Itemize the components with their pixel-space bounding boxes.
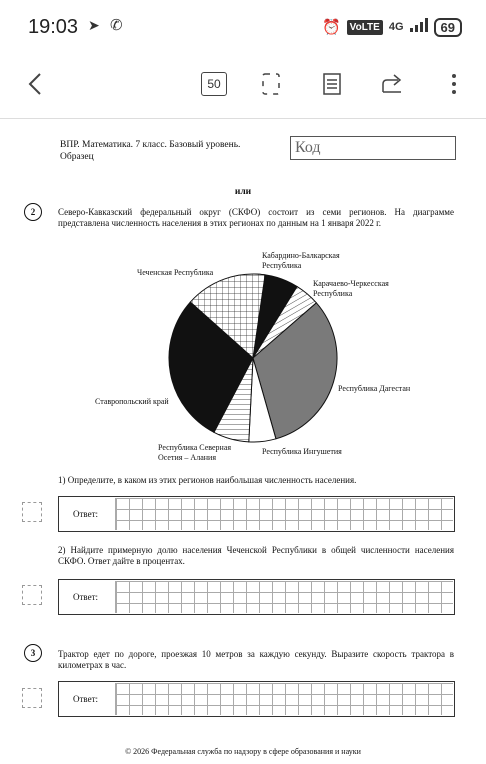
answer-label: Ответ: <box>73 592 99 602</box>
answer-label: Ответ: <box>73 509 99 519</box>
label-dagestan: Республика Дагестан <box>338 384 411 393</box>
viewer-toolbar <box>0 56 486 112</box>
answer-grid[interactable] <box>115 498 453 530</box>
question-3-text: Трактор едет по дороге, проезжая 10 метров за каждую секунду. Выразите скорость трактора в километрах в час. <box>58 649 454 670</box>
label-chechnya: Чеченская Республика <box>137 268 214 277</box>
label-kabardino-balkaria <box>262 251 340 270</box>
score-box-1 <box>22 502 42 522</box>
label-kb-line2: Республика <box>262 260 302 270</box>
label-kch-line2: Республика <box>313 288 353 298</box>
answer-grid[interactable] <box>115 581 453 613</box>
label-kch-line1: Карачаево-Черкесская <box>313 279 389 288</box>
label-north-ossetia <box>158 443 231 462</box>
telegram-icon: ➤ <box>88 19 100 34</box>
document-page <box>0 118 486 764</box>
question-2-text: Северо-Кавказский федеральный округ (СКФО) состоит из семи регионов. На диаграмме представлена численность населения в этих регионах по данным на 1 января 2022 г. <box>58 207 454 228</box>
signal-icon <box>410 18 428 37</box>
answer-grid[interactable] <box>115 683 453 715</box>
document-footer: © 2026 Федеральная служба по надзору в сфере образования и науки <box>125 747 361 756</box>
back-icon[interactable] <box>20 68 52 100</box>
call-icon: ✆ <box>110 18 123 34</box>
answer-box-1[interactable] <box>58 496 455 532</box>
more-menu-icon[interactable] <box>438 68 470 100</box>
share-icon[interactable] <box>376 68 408 100</box>
question-2-sub-2: 2) Найдите примерную долю населения Чеченской Республики в общей численности населения СКФО. Ответ дайте в процентах. <box>58 545 454 566</box>
label-karachay-cherkessia <box>313 279 389 298</box>
label-kb-line1: Кабардино-Балкарская <box>262 251 340 260</box>
battery-level: 69 <box>434 18 462 37</box>
status-time: 19:03 <box>28 16 79 38</box>
question-2-sub-1: 1) Определите, в каком из этих регионов наибольшая численность населения. <box>58 475 357 485</box>
answer-box-3[interactable] <box>58 681 455 717</box>
header-line-1: ВПР. Математика. 7 класс. Базовый уровень. <box>60 140 241 150</box>
answer-box-2[interactable] <box>58 579 455 615</box>
label-stavropol: Ставропольский край <box>95 397 169 406</box>
alternative-separator: или <box>234 187 252 197</box>
answer-label: Ответ: <box>73 694 99 704</box>
label-so-line1: Республика Северная <box>158 443 232 452</box>
score-box-2 <box>22 585 42 605</box>
network-type: 4G <box>388 21 404 33</box>
question-3-number: 3 <box>24 644 42 662</box>
page-count: 50 <box>201 72 227 96</box>
question-2-number: 2 <box>24 203 42 221</box>
volte-badge: VoLTE <box>347 20 383 35</box>
fullscreen-icon[interactable] <box>255 68 287 100</box>
population-pie-chart <box>0 119 486 479</box>
label-so-line2: Осетия – Алания <box>158 452 216 462</box>
header-line-2: Образец <box>60 152 94 162</box>
score-box-3 <box>22 688 42 708</box>
label-ingushetia: Республика Ингушетия <box>262 447 342 456</box>
code-field: Код <box>290 136 456 160</box>
reader-mode-icon[interactable] <box>316 68 348 100</box>
status-bar <box>0 0 486 56</box>
alarm-icon: ⏰ <box>321 19 341 36</box>
page-count-button[interactable] <box>198 68 230 100</box>
